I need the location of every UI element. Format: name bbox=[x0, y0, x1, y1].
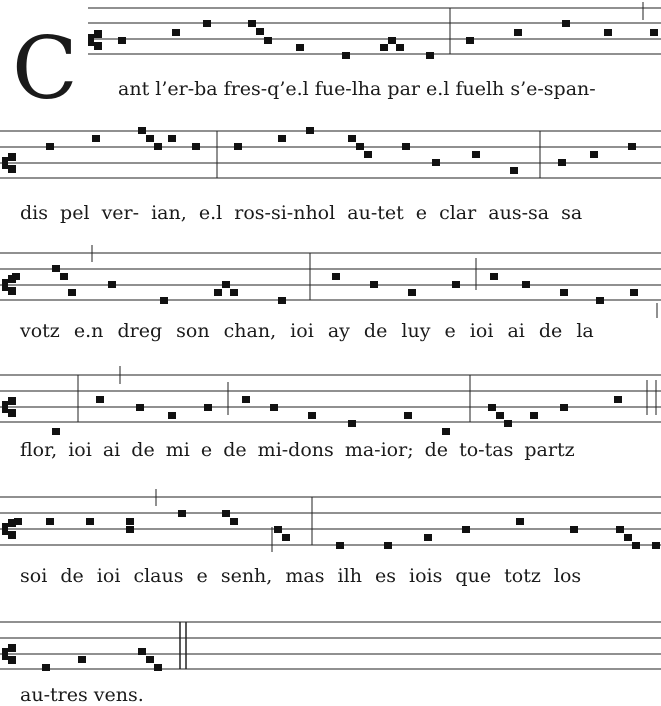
syllable: fres-q’e.l bbox=[223, 78, 309, 100]
syllable: de bbox=[60, 565, 84, 587]
syllable: de bbox=[131, 439, 155, 461]
syllable: ant bbox=[118, 78, 150, 100]
syllable: de bbox=[363, 320, 388, 342]
syllable: mas bbox=[285, 565, 325, 587]
staff-5 bbox=[0, 489, 661, 552]
syllable: totz bbox=[504, 565, 541, 587]
syllable: de bbox=[538, 320, 563, 342]
syllable: ilh bbox=[337, 565, 362, 587]
syllable: ai bbox=[507, 320, 525, 342]
syllable: votz bbox=[20, 320, 60, 342]
syllable: partz bbox=[524, 439, 575, 461]
syllable: flor, bbox=[20, 439, 58, 461]
syllable: aus-sa bbox=[488, 202, 550, 224]
staff-1 bbox=[88, 2, 661, 54]
syllable: e bbox=[415, 202, 428, 224]
syllable: soi bbox=[20, 565, 48, 587]
syllable: iois bbox=[409, 565, 443, 587]
syllable: au-tres bbox=[20, 684, 88, 706]
syllable: ros-si-nhol bbox=[234, 202, 336, 224]
syllable: de bbox=[424, 439, 449, 461]
syllable: vens. bbox=[93, 684, 144, 706]
syllable: es bbox=[374, 565, 396, 587]
initial-letter: C bbox=[12, 19, 78, 119]
syllable: la bbox=[576, 320, 594, 342]
syllable: chan, bbox=[223, 320, 277, 342]
syllable: los bbox=[553, 565, 582, 587]
staff-4 bbox=[0, 366, 661, 422]
syllable: au-tet bbox=[347, 202, 404, 224]
syllable: de bbox=[223, 439, 247, 461]
syllable: ioi bbox=[96, 565, 121, 587]
syllable: ioi bbox=[68, 439, 92, 461]
syllable: fue-lha bbox=[314, 78, 382, 100]
syllable: ay bbox=[327, 320, 350, 342]
syllable: ioi bbox=[469, 320, 494, 342]
syllable: ioi bbox=[290, 320, 314, 342]
syllable: pel bbox=[60, 202, 90, 224]
syllable: par bbox=[387, 78, 420, 100]
syllable: claus bbox=[133, 565, 184, 587]
syllable: e.n bbox=[73, 320, 104, 342]
syllable: e.l bbox=[198, 202, 223, 224]
syllable: s’e-span- bbox=[510, 78, 596, 100]
neumes bbox=[12, 20, 660, 671]
syllable: ver- bbox=[101, 202, 140, 224]
syllable: ian, bbox=[151, 202, 187, 224]
syllable: clar bbox=[439, 202, 477, 224]
syllable: sa bbox=[561, 202, 583, 224]
syllable: fuelh bbox=[455, 78, 505, 100]
syllable: e bbox=[196, 565, 208, 587]
syllable: dis bbox=[20, 202, 48, 224]
syllable: e bbox=[200, 439, 213, 461]
syllable: l’er-ba bbox=[155, 78, 218, 100]
staff-3 bbox=[0, 245, 661, 318]
syllable: e bbox=[444, 320, 456, 342]
syllable: mi-dons bbox=[257, 439, 334, 461]
syllable: e.l bbox=[426, 78, 450, 100]
staff-6 bbox=[0, 622, 661, 669]
syllable: ma-ior; bbox=[344, 439, 414, 461]
syllable: dreg bbox=[117, 320, 163, 342]
syllable: son bbox=[176, 320, 210, 342]
syllable: luy bbox=[401, 320, 431, 342]
syllable: to-tas bbox=[459, 439, 514, 461]
syllable: senh, bbox=[220, 565, 273, 587]
clef-icon bbox=[2, 30, 102, 664]
syllable: que bbox=[455, 565, 492, 587]
syllable: mi bbox=[165, 439, 190, 461]
syllable: ai bbox=[102, 439, 121, 461]
